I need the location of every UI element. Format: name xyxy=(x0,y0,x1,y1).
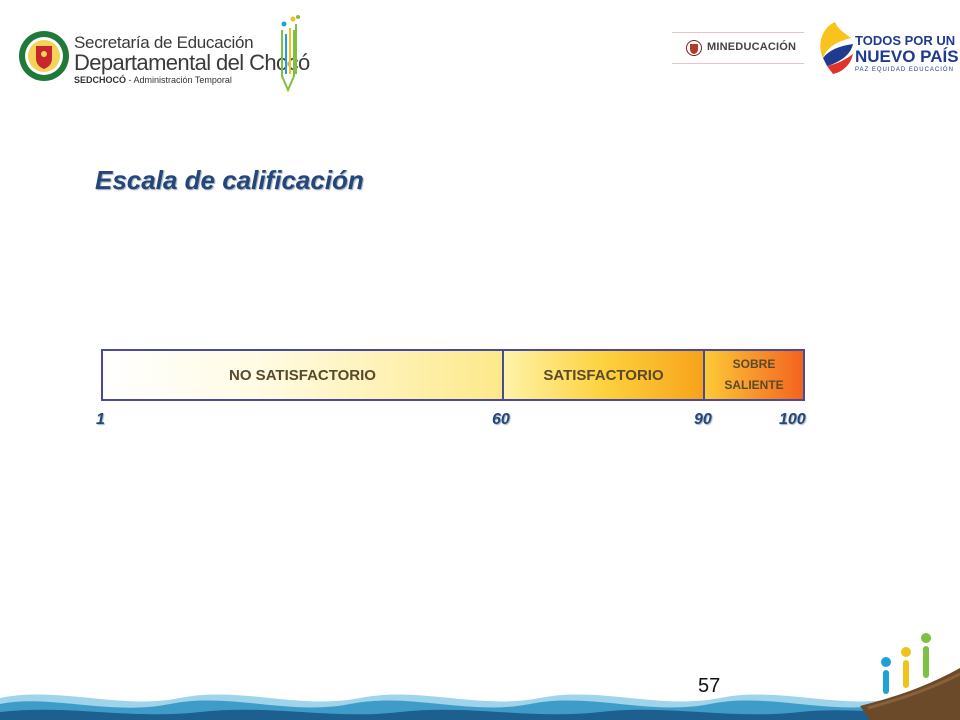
scale-tick-100: 100 xyxy=(779,411,806,428)
slide-title: Escala de calificación xyxy=(95,165,364,195)
campaign-line2: NUEVO PAÍS xyxy=(855,47,959,66)
pencil-logo-icon xyxy=(276,14,302,96)
campaign-tagline: PAZ EQUIDAD EDUCACIÓN xyxy=(855,67,954,73)
org-name-line1: Secretaría de Educación xyxy=(74,33,254,52)
campaign-logo-text xyxy=(855,34,959,75)
org-name-line2: Departamental del Chocó xyxy=(74,50,310,75)
org-subtitle-rest: - Administración Temporal xyxy=(126,75,232,85)
scale-segment-sobresaliente xyxy=(705,351,803,399)
scale-tick-1: 1 xyxy=(96,411,105,428)
grading-scale-bar xyxy=(101,349,805,401)
scale-segment-label-line2: SALIENTE xyxy=(724,378,784,392)
people-boat-icon xyxy=(860,628,960,720)
decorative-waves xyxy=(0,676,960,720)
organization-logo-text xyxy=(74,33,310,86)
coat-of-arms-icon xyxy=(686,40,702,56)
scale-tick-60: 60 xyxy=(492,411,510,428)
ministry-logo xyxy=(672,32,804,64)
scale-segment-no-satisfactorio: NO SATISFACTORIO xyxy=(103,351,504,399)
scale-tick-90: 90 xyxy=(694,411,712,428)
scale-segment-label-line1: SOBRE xyxy=(732,357,776,371)
org-subtitle xyxy=(74,74,284,86)
org-acronym: SEDCHOCÓ xyxy=(74,75,127,85)
page-number: 57 xyxy=(698,675,721,697)
departmental-seal-icon xyxy=(18,30,70,82)
campaign-line1: TODOS POR UN xyxy=(855,33,956,48)
campaign-flag-icon xyxy=(815,18,855,76)
scale-segment-satisfactorio: SATISFACTORIO xyxy=(504,351,705,399)
ministry-label: MINEDUCACIÓN xyxy=(707,41,797,53)
